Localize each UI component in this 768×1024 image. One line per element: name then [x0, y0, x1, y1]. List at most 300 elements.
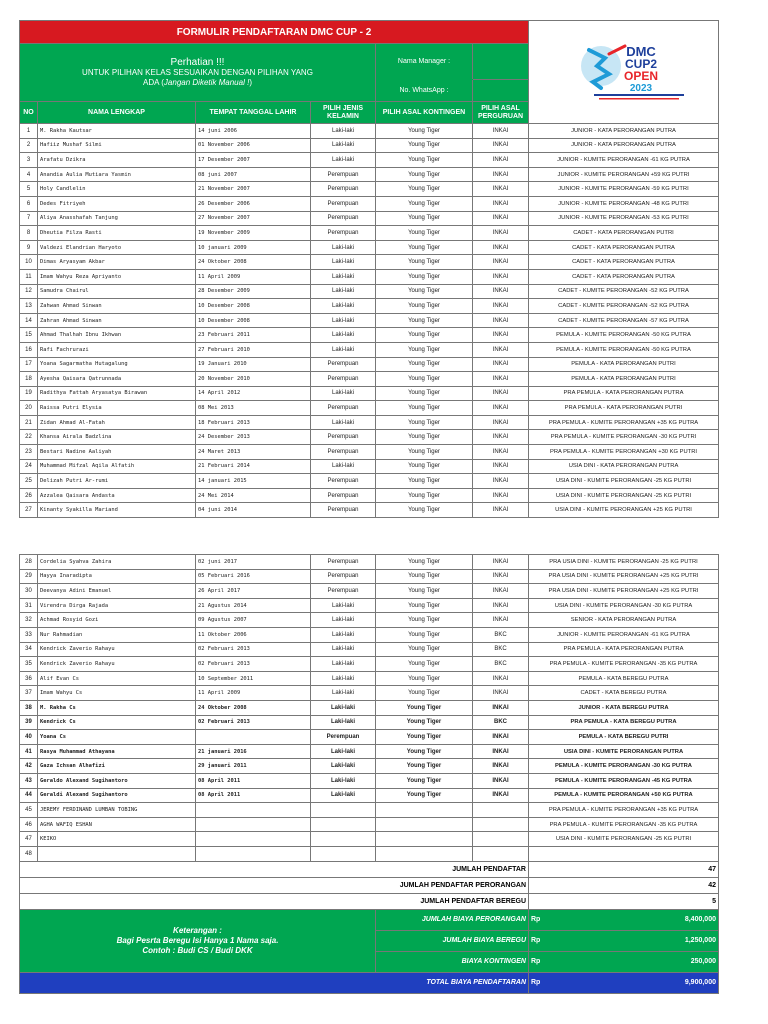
- participant-name[interactable]: Alif Evan Cs: [38, 671, 196, 686]
- participant-gender[interactable]: Laki-laki: [311, 759, 376, 774]
- participant-birth[interactable]: 17 Desember 2007: [196, 153, 311, 168]
- participant-birth[interactable]: 27 November 2007: [196, 211, 311, 226]
- participant-gender[interactable]: [311, 817, 376, 832]
- participant-birth[interactable]: [196, 832, 311, 847]
- participant-kontingen[interactable]: Young Tiger: [376, 459, 473, 474]
- participant-gender[interactable]: Laki-laki: [311, 788, 376, 803]
- participant-perguruan[interactable]: INKAI: [473, 488, 529, 503]
- participant-gender[interactable]: Laki-laki: [311, 240, 376, 255]
- participant-class[interactable]: PRA PEMULA - KATA PERORANGAN PUTRA: [529, 642, 719, 657]
- participant-gender[interactable]: Perempuan: [311, 503, 376, 518]
- participant-name[interactable]: Rafi Fachrurazi: [38, 342, 196, 357]
- participant-gender[interactable]: Laki-laki: [311, 153, 376, 168]
- participant-class[interactable]: USIA DINI - KUMITE PERORANGAN -25 KG PUTRI: [529, 832, 719, 847]
- participant-class[interactable]: PEMULA - KUMITE PERORANGAN -30 KG PUTRA: [529, 759, 719, 774]
- participant-kontingen[interactable]: Young Tiger: [376, 299, 473, 314]
- participant-gender[interactable]: Perempuan: [311, 569, 376, 584]
- participant-class[interactable]: JUNIOR - KATA PERORANGAN PUTRA: [529, 124, 719, 139]
- participant-gender[interactable]: Laki-laki: [311, 773, 376, 788]
- participant-birth[interactable]: 02 juni 2017: [196, 555, 311, 570]
- participant-gender[interactable]: Laki-laki: [311, 642, 376, 657]
- participant-class[interactable]: CADET - KATA PERORANGAN PUTRI: [529, 226, 719, 241]
- participant-gender[interactable]: Perempuan: [311, 357, 376, 372]
- participant-kontingen[interactable]: Young Tiger: [376, 226, 473, 241]
- participant-row: [20, 803, 719, 818]
- participant-name[interactable]: Hayya Inaradipta: [38, 569, 196, 584]
- participant-name[interactable]: Valdezi Elandrian Haryoto: [38, 240, 196, 255]
- participant-kontingen[interactable]: Young Tiger: [376, 269, 473, 284]
- participant-perguruan[interactable]: [473, 803, 529, 818]
- participant-gender[interactable]: Perempuan: [311, 211, 376, 226]
- participant-gender[interactable]: Perempuan: [311, 555, 376, 570]
- participant-kontingen[interactable]: Young Tiger: [376, 474, 473, 489]
- participant-gender[interactable]: Perempuan: [311, 226, 376, 241]
- participant-gender[interactable]: Perempuan: [311, 182, 376, 197]
- participant-gender[interactable]: Perempuan: [311, 584, 376, 599]
- participant-kontingen[interactable]: Young Tiger: [376, 700, 473, 715]
- participant-class[interactable]: JUNIOR - KUMITE PERORANGAN -61 KG PUTRA: [529, 628, 719, 643]
- participant-gender[interactable]: Perempuan: [311, 372, 376, 387]
- participant-class[interactable]: PRA USIA DINI - KUMITE PERORANGAN +25 KG PUTRI: [529, 569, 719, 584]
- participant-kontingen[interactable]: Young Tiger: [376, 284, 473, 299]
- participant-kontingen[interactable]: [376, 846, 473, 861]
- participant-gender[interactable]: Laki-laki: [311, 313, 376, 328]
- participant-name[interactable]: Achmad Rosyid Gozi: [38, 613, 196, 628]
- participant-gender[interactable]: [311, 803, 376, 818]
- participant-birth[interactable]: 21 November 2007: [196, 182, 311, 197]
- participant-class[interactable]: PRA PEMULA - KUMITE PERORANGAN -30 KG PUTRI: [529, 430, 719, 445]
- participant-class[interactable]: PEMULA - KUMITE PERORANGAN -50 KG PUTRA: [529, 328, 719, 343]
- participant-name[interactable]: Radithya Fattah Aryasatya Birawan: [38, 386, 196, 401]
- participant-birth[interactable]: 24 Mei 2014: [196, 488, 311, 503]
- participant-kontingen[interactable]: Young Tiger: [376, 686, 473, 701]
- participant-birth[interactable]: 05 Februari 2016: [196, 569, 311, 584]
- participant-class[interactable]: PRA PEMULA - KUMITE PERORANGAN +35 KG PUTRA: [529, 415, 719, 430]
- participant-name[interactable]: Kendrick Zaverio Rahayu: [38, 657, 196, 672]
- participant-gender[interactable]: [311, 832, 376, 847]
- participant-name[interactable]: KEIKO: [38, 832, 196, 847]
- participant-perguruan[interactable]: INKAI: [473, 226, 529, 241]
- participant-name[interactable]: Hafiiz Mushaf Silmi: [38, 138, 196, 153]
- participant-kontingen[interactable]: Young Tiger: [376, 503, 473, 518]
- participant-kontingen[interactable]: Young Tiger: [376, 357, 473, 372]
- participant-gender[interactable]: Perempuan: [311, 167, 376, 182]
- participant-class[interactable]: PRA PEMULA - KATA PERORANGAN PUTRA: [529, 386, 719, 401]
- participant-name[interactable]: Zidan Ahmad Al-Fatah: [38, 415, 196, 430]
- participant-perguruan[interactable]: INKAI: [473, 671, 529, 686]
- participant-gender[interactable]: Laki-laki: [311, 613, 376, 628]
- participant-class[interactable]: SENIOR - KATA PERORANGAN PUTRA: [529, 613, 719, 628]
- participant-gender[interactable]: Perempuan: [311, 401, 376, 416]
- participant-perguruan[interactable]: INKAI: [473, 569, 529, 584]
- participant-kontingen[interactable]: Young Tiger: [376, 255, 473, 270]
- participant-class[interactable]: JUNIOR - KUMITE PERORANGAN -59 KG PUTRI: [529, 182, 719, 197]
- participant-class[interactable]: PRA PEMULA - KATA PERORANGAN PUTRI: [529, 401, 719, 416]
- participant-name[interactable]: Dheutia Filza Rasti: [38, 226, 196, 241]
- participant-kontingen[interactable]: Young Tiger: [376, 657, 473, 672]
- participant-perguruan[interactable]: INKAI: [473, 744, 529, 759]
- participant-name[interactable]: Imam Wahyu Reza Apriyanto: [38, 269, 196, 284]
- participant-perguruan[interactable]: BKC: [473, 628, 529, 643]
- participant-class[interactable]: PRA PEMULA - KATA BEREGU PUTRA: [529, 715, 719, 730]
- participant-birth[interactable]: 14 April 2012: [196, 386, 311, 401]
- participant-birth[interactable]: [196, 730, 311, 745]
- participant-perguruan[interactable]: INKAI: [473, 182, 529, 197]
- participant-birth[interactable]: 10 januari 2009: [196, 240, 311, 255]
- participant-birth[interactable]: 08 April 2011: [196, 788, 311, 803]
- participant-birth[interactable]: 02 Februari 2013: [196, 715, 311, 730]
- participant-birth[interactable]: 14 juni 2006: [196, 124, 311, 139]
- participant-name[interactable]: Kinanty Syakilla Mariand: [38, 503, 196, 518]
- participant-perguruan[interactable]: INKAI: [473, 773, 529, 788]
- participant-name[interactable]: Zahran Ahmad Sinwan: [38, 313, 196, 328]
- participant-name[interactable]: Dedes Fitriyeh: [38, 196, 196, 211]
- participant-class[interactable]: JUNIOR - KUMITE PERORANGAN +59 KG PUTRI: [529, 167, 719, 182]
- participant-birth[interactable]: 24 Oktober 2008: [196, 700, 311, 715]
- participant-perguruan[interactable]: INKAI: [473, 401, 529, 416]
- participant-kontingen[interactable]: Young Tiger: [376, 167, 473, 182]
- participant-kontingen[interactable]: Young Tiger: [376, 584, 473, 599]
- participant-class[interactable]: CADET - KATA BEREGU PUTRA: [529, 686, 719, 701]
- participant-name[interactable]: Cordelia Syahva Zahira: [38, 555, 196, 570]
- participant-birth[interactable]: 10 Desember 2008: [196, 299, 311, 314]
- participant-perguruan[interactable]: INKAI: [473, 153, 529, 168]
- participant-name[interactable]: Khansa Airala Badzlina: [38, 430, 196, 445]
- participant-birth[interactable]: 20 November 2010: [196, 372, 311, 387]
- participant-gender[interactable]: Laki-laki: [311, 138, 376, 153]
- participant-kontingen[interactable]: Young Tiger: [376, 124, 473, 139]
- participant-birth[interactable]: 18 Februari 2013: [196, 415, 311, 430]
- participant-class[interactable]: [529, 846, 719, 861]
- participant-perguruan[interactable]: [473, 846, 529, 861]
- participant-gender[interactable]: [311, 846, 376, 861]
- participant-kontingen[interactable]: Young Tiger: [376, 342, 473, 357]
- participant-class[interactable]: CADET - KATA PERORANGAN PUTRA: [529, 269, 719, 284]
- participant-perguruan[interactable]: INKAI: [473, 196, 529, 211]
- participant-class[interactable]: JUNIOR - KATA PERORANGAN PUTRA: [529, 138, 719, 153]
- participant-name[interactable]: Nur Rahmadian: [38, 628, 196, 643]
- participant-birth[interactable]: 24 Oktober 2008: [196, 255, 311, 270]
- participant-birth[interactable]: [196, 846, 311, 861]
- dmc-cup-logo-icon: [549, 36, 699, 104]
- participant-birth[interactable]: [196, 817, 311, 832]
- participant-perguruan[interactable]: INKAI: [473, 430, 529, 445]
- participant-birth[interactable]: 24 Maret 2013: [196, 445, 311, 460]
- participant-gender[interactable]: Laki-laki: [311, 628, 376, 643]
- participant-birth[interactable]: 24 Desember 2013: [196, 430, 311, 445]
- participant-perguruan[interactable]: INKAI: [473, 299, 529, 314]
- participant-class[interactable]: PRA PEMULA - KUMITE PERORANGAN +30 KG PUTRI: [529, 445, 719, 460]
- participant-row: [20, 569, 719, 584]
- participant-kontingen[interactable]: Young Tiger: [376, 328, 473, 343]
- participant-name[interactable]: Kendrick Cs: [38, 715, 196, 730]
- participant-name[interactable]: AGHA WAFIQ ESHAN: [38, 817, 196, 832]
- participant-name[interactable]: Yoana Cs: [38, 730, 196, 745]
- participant-perguruan[interactable]: INKAI: [473, 124, 529, 139]
- participant-perguruan[interactable]: INKAI: [473, 240, 529, 255]
- participant-gender[interactable]: Laki-laki: [311, 657, 376, 672]
- participant-birth[interactable]: 29 januari 2011: [196, 759, 311, 774]
- participant-class[interactable]: PRA PEMULA - KUMITE PERORANGAN +35 KG PUTRA: [529, 803, 719, 818]
- participant-perguruan[interactable]: BKC: [473, 657, 529, 672]
- participant-perguruan[interactable]: INKAI: [473, 474, 529, 489]
- participant-birth[interactable]: 11 April 2009: [196, 686, 311, 701]
- participant-class[interactable]: JUNIOR - KUMITE PERORANGAN -48 KG PUTRI: [529, 196, 719, 211]
- participant-perguruan[interactable]: INKAI: [473, 788, 529, 803]
- participant-gender[interactable]: Perempuan: [311, 445, 376, 460]
- participant-kontingen[interactable]: Young Tiger: [376, 642, 473, 657]
- participant-kontingen[interactable]: Young Tiger: [376, 182, 473, 197]
- participant-kontingen[interactable]: Young Tiger: [376, 715, 473, 730]
- participant-name[interactable]: Azzalea Qaisara Andasta: [38, 488, 196, 503]
- participant-kontingen[interactable]: Young Tiger: [376, 211, 473, 226]
- participant-birth[interactable]: 26 April 2017: [196, 584, 311, 599]
- participant-perguruan[interactable]: INKAI: [473, 372, 529, 387]
- participant-birth[interactable]: 26 Desember 2006: [196, 196, 311, 211]
- participant-birth[interactable]: [196, 803, 311, 818]
- participant-class[interactable]: USIA DINI - KUMITE PERORANGAN +25 KG PUTRI: [529, 503, 719, 518]
- participant-class[interactable]: CADET - KUMITE PERORANGAN -52 KG PUTRA: [529, 299, 719, 314]
- participant-kontingen[interactable]: Young Tiger: [376, 555, 473, 570]
- participant-kontingen[interactable]: [376, 832, 473, 847]
- participant-class[interactable]: PEMULA - KATA PERORANGAN PUTRI: [529, 372, 719, 387]
- participant-birth[interactable]: 28 Desember 2009: [196, 284, 311, 299]
- participant-birth[interactable]: 10 September 2011: [196, 671, 311, 686]
- participant-birth[interactable]: 11 April 2009: [196, 269, 311, 284]
- participant-name[interactable]: Deevanya Adini Emanuel: [38, 584, 196, 599]
- participant-name[interactable]: Ahmad Thalhah Ibnu Ikhwan: [38, 328, 196, 343]
- participant-row: [20, 269, 719, 284]
- whatsapp-input[interactable]: [473, 80, 529, 102]
- participant-name[interactable]: Arafatu Dzikra: [38, 153, 196, 168]
- participant-gender[interactable]: Laki-laki: [311, 386, 376, 401]
- participant-kontingen[interactable]: Young Tiger: [376, 313, 473, 328]
- participant-kontingen[interactable]: Young Tiger: [376, 613, 473, 628]
- participant-class[interactable]: PEMULA - KUMITE PERORANGAN -45 KG PUTRA: [529, 773, 719, 788]
- participant-kontingen[interactable]: Young Tiger: [376, 401, 473, 416]
- participant-gender[interactable]: Laki-laki: [311, 299, 376, 314]
- participant-name[interactable]: Delizah Putri Ar-rumi: [38, 474, 196, 489]
- participant-perguruan[interactable]: INKAI: [473, 598, 529, 613]
- participant-perguruan[interactable]: INKAI: [473, 686, 529, 701]
- participant-class[interactable]: JUNIOR - KUMITE PERORANGAN -53 KG PUTRI: [529, 211, 719, 226]
- manager-input[interactable]: [473, 44, 529, 80]
- participant-kontingen[interactable]: Young Tiger: [376, 488, 473, 503]
- participant-perguruan[interactable]: INKAI: [473, 357, 529, 372]
- participant-birth[interactable]: 19 November 2009: [196, 226, 311, 241]
- participant-birth[interactable]: 21 Februari 2014: [196, 459, 311, 474]
- participant-kontingen[interactable]: Young Tiger: [376, 430, 473, 445]
- participant-perguruan[interactable]: INKAI: [473, 415, 529, 430]
- participant-perguruan[interactable]: [473, 817, 529, 832]
- participant-perguruan[interactable]: INKAI: [473, 503, 529, 518]
- participant-perguruan[interactable]: INKAI: [473, 445, 529, 460]
- participant-gender[interactable]: Laki-laki: [311, 328, 376, 343]
- participant-birth[interactable]: 21 Agustus 2014: [196, 598, 311, 613]
- participant-kontingen[interactable]: Young Tiger: [376, 671, 473, 686]
- participant-perguruan[interactable]: INKAI: [473, 313, 529, 328]
- participant-class[interactable]: PRA PEMULA - KUMITE PERORANGAN -35 KG PUTRA: [529, 657, 719, 672]
- participant-perguruan[interactable]: INKAI: [473, 167, 529, 182]
- participant-name[interactable]: Muhammad Mifzal Aqila Alfatih: [38, 459, 196, 474]
- participant-kontingen[interactable]: Young Tiger: [376, 759, 473, 774]
- participant-name[interactable]: M. Rakha Kautsar: [38, 124, 196, 139]
- participant-class[interactable]: PEMULA - KUMITE PERORANGAN -50 KG PUTRA: [529, 342, 719, 357]
- participant-birth[interactable]: 10 Desember 2008: [196, 313, 311, 328]
- participant-class[interactable]: PEMULA - KATA BEREGU PUTRI: [529, 730, 719, 745]
- participant-name[interactable]: Yoana Sagarmatha Hutagalung: [38, 357, 196, 372]
- participant-gender[interactable]: Perempuan: [311, 474, 376, 489]
- participant-gender[interactable]: Laki-laki: [311, 598, 376, 613]
- participant-birth[interactable]: 11 Oktober 2006: [196, 628, 311, 643]
- participant-name[interactable]: Bestari Nadine Aaliyah: [38, 445, 196, 460]
- participant-gender[interactable]: Perempuan: [311, 730, 376, 745]
- participant-perguruan[interactable]: INKAI: [473, 342, 529, 357]
- participant-kontingen[interactable]: Young Tiger: [376, 372, 473, 387]
- participant-kontingen[interactable]: Young Tiger: [376, 598, 473, 613]
- participant-class[interactable]: PEMULA - KUMITE PERORANGAN +50 KG PUTRA: [529, 788, 719, 803]
- participant-perguruan[interactable]: INKAI: [473, 255, 529, 270]
- participant-name[interactable]: Gaza Ichsan Alhafizi: [38, 759, 196, 774]
- participant-name[interactable]: Anandia Aulia Mutiara Yasmin: [38, 167, 196, 182]
- participant-class[interactable]: USIA DINI - KUMITE PERORANGAN -25 KG PUTRI: [529, 474, 719, 489]
- participant-name[interactable]: Zahwan Ahmad Sinwan: [38, 299, 196, 314]
- participant-birth[interactable]: 02 Februari 2013: [196, 642, 311, 657]
- participant-kontingen[interactable]: Young Tiger: [376, 788, 473, 803]
- participant-name[interactable]: M. Rakha Cs: [38, 700, 196, 715]
- participant-name[interactable]: Aliya Anasshafah Tanjung: [38, 211, 196, 226]
- participant-gender[interactable]: Laki-laki: [311, 744, 376, 759]
- biaya-perorangan-value: Rp 8,400,000: [529, 909, 719, 930]
- participant-birth[interactable]: 14 januari 2015: [196, 474, 311, 489]
- participant-gender[interactable]: Perempuan: [311, 430, 376, 445]
- participant-class[interactable]: USIA DINI - KUMITE PERORANGAN -30 KG PUTRA: [529, 598, 719, 613]
- participant-class[interactable]: PRA USIA DINI - KUMITE PERORANGAN +25 KG PUTRI: [529, 584, 719, 599]
- participant-gender[interactable]: Perempuan: [311, 196, 376, 211]
- row-no: 1: [20, 124, 38, 139]
- participant-class[interactable]: JUNIOR - KATA BEREGU PUTRA: [529, 700, 719, 715]
- participant-gender[interactable]: Laki-laki: [311, 700, 376, 715]
- participant-kontingen[interactable]: Young Tiger: [376, 730, 473, 745]
- participant-perguruan[interactable]: INKAI: [473, 584, 529, 599]
- participant-kontingen[interactable]: Young Tiger: [376, 445, 473, 460]
- participant-class[interactable]: PEMULA - KATA BEREGU PUTRA: [529, 671, 719, 686]
- participant-kontingen[interactable]: Young Tiger: [376, 744, 473, 759]
- participant-perguruan[interactable]: INKAI: [473, 759, 529, 774]
- participant-birth[interactable]: 23 Februari 2011: [196, 328, 311, 343]
- participant-perguruan[interactable]: INKAI: [473, 459, 529, 474]
- participant-gender[interactable]: Perempuan: [311, 488, 376, 503]
- participant-kontingen[interactable]: Young Tiger: [376, 153, 473, 168]
- participant-kontingen[interactable]: Young Tiger: [376, 415, 473, 430]
- participant-gender[interactable]: Laki-laki: [311, 255, 376, 270]
- participant-class[interactable]: CADET - KUMITE PERORANGAN -52 KG PUTRA: [529, 284, 719, 299]
- participant-birth[interactable]: 08 Mei 2013: [196, 401, 311, 416]
- participant-class[interactable]: USIA DINI - KUMITE PERORANGAN -25 KG PUTRI: [529, 488, 719, 503]
- participant-kontingen[interactable]: Young Tiger: [376, 240, 473, 255]
- participant-class[interactable]: USIA DINI - KATA PERORANGAN PUTRA: [529, 459, 719, 474]
- participant-kontingen[interactable]: Young Tiger: [376, 569, 473, 584]
- participant-kontingen[interactable]: Young Tiger: [376, 386, 473, 401]
- participant-class[interactable]: PEMULA - KATA PERORANGAN PUTRI: [529, 357, 719, 372]
- participant-birth[interactable]: 08 April 2011: [196, 773, 311, 788]
- participant-perguruan[interactable]: BKC: [473, 715, 529, 730]
- participant-gender[interactable]: Laki-laki: [311, 269, 376, 284]
- participant-perguruan[interactable]: INKAI: [473, 328, 529, 343]
- participant-kontingen[interactable]: Young Tiger: [376, 196, 473, 211]
- participant-name[interactable]: Dimas Aryasyam Akbar: [38, 255, 196, 270]
- participant-gender[interactable]: Laki-laki: [311, 715, 376, 730]
- participant-kontingen[interactable]: [376, 803, 473, 818]
- participant-perguruan[interactable]: INKAI: [473, 284, 529, 299]
- participant-class[interactable]: USIA DINI - KUMITE PERORANGAN PUTRA: [529, 744, 719, 759]
- participant-birth[interactable]: 08 juni 2007: [196, 167, 311, 182]
- participant-gender[interactable]: Laki-laki: [311, 284, 376, 299]
- participant-perguruan[interactable]: [473, 832, 529, 847]
- participant-name[interactable]: Holy Candlelin: [38, 182, 196, 197]
- participant-name[interactable]: Virendra Dirga Rajada: [38, 598, 196, 613]
- participant-birth[interactable]: 21 januari 2016: [196, 744, 311, 759]
- participant-birth[interactable]: 27 Februari 2010: [196, 342, 311, 357]
- participant-name[interactable]: Imam Wahyu Cs: [38, 686, 196, 701]
- participant-row: [20, 657, 719, 672]
- participant-birth[interactable]: 04 juni 2014: [196, 503, 311, 518]
- row-no: 28: [20, 555, 38, 570]
- participant-class[interactable]: JUNIOR - KUMITE PERORANGAN -61 KG PUTRA: [529, 153, 719, 168]
- participant-kontingen[interactable]: [376, 817, 473, 832]
- participant-class[interactable]: PRA USIA DINI - KUMITE PERORANGAN -25 KG PUTRI: [529, 555, 719, 570]
- participant-perguruan[interactable]: INKAI: [473, 555, 529, 570]
- participant-gender[interactable]: Laki-laki: [311, 671, 376, 686]
- participant-name[interactable]: Rasya Muhammad Athayana: [38, 744, 196, 759]
- participant-name[interactable]: Geraldi Alexand Sugihantoro: [38, 788, 196, 803]
- participant-birth[interactable]: 19 Januari 2010: [196, 357, 311, 372]
- participant-kontingen[interactable]: Young Tiger: [376, 773, 473, 788]
- participant-gender[interactable]: Laki-laki: [311, 686, 376, 701]
- participant-gender[interactable]: Laki-laki: [311, 124, 376, 139]
- participant-name[interactable]: Raissa Putri Elysia: [38, 401, 196, 416]
- participant-perguruan[interactable]: INKAI: [473, 211, 529, 226]
- participant-name[interactable]: [38, 846, 196, 861]
- participant-name[interactable]: Kendrick Zaverio Rahayu: [38, 642, 196, 657]
- participant-gender[interactable]: Laki-laki: [311, 415, 376, 430]
- participant-name[interactable]: Ayesha Qaisara Qatrunnada: [38, 372, 196, 387]
- participant-name[interactable]: JEREMY FERDINAND LUMBAN TOBING: [38, 803, 196, 818]
- participant-perguruan[interactable]: INKAI: [473, 269, 529, 284]
- participant-perguruan[interactable]: INKAI: [473, 138, 529, 153]
- participant-birth[interactable]: 01 November 2006: [196, 138, 311, 153]
- participant-class[interactable]: CADET - KUMITE PERORANGAN -57 KG PUTRA: [529, 313, 719, 328]
- participant-birth[interactable]: 09 Agustus 2007: [196, 613, 311, 628]
- participant-class[interactable]: CADET - KATA PERORANGAN PUTRA: [529, 240, 719, 255]
- participant-class[interactable]: PRA PEMULA - KUMITE PERORANGAN -35 KG PUTRA: [529, 817, 719, 832]
- participant-kontingen[interactable]: Young Tiger: [376, 138, 473, 153]
- participant-perguruan[interactable]: INKAI: [473, 700, 529, 715]
- participant-gender[interactable]: Laki-laki: [311, 459, 376, 474]
- participant-perguruan[interactable]: INKAI: [473, 386, 529, 401]
- participant-name[interactable]: Samudra Chairul: [38, 284, 196, 299]
- participant-kontingen[interactable]: Young Tiger: [376, 628, 473, 643]
- participant-class[interactable]: CADET - KATA PERORANGAN PUTRA: [529, 255, 719, 270]
- participant-name[interactable]: Geraldo Alexand Sugihantoro: [38, 773, 196, 788]
- row-no: 19: [20, 386, 38, 401]
- participant-perguruan[interactable]: INKAI: [473, 613, 529, 628]
- participant-gender[interactable]: Laki-laki: [311, 342, 376, 357]
- participant-birth[interactable]: 02 Februari 2013: [196, 657, 311, 672]
- total-biaya-value: Rp 9,900,000: [529, 972, 719, 993]
- participant-perguruan[interactable]: BKC: [473, 642, 529, 657]
- participant-perguruan[interactable]: INKAI: [473, 730, 529, 745]
